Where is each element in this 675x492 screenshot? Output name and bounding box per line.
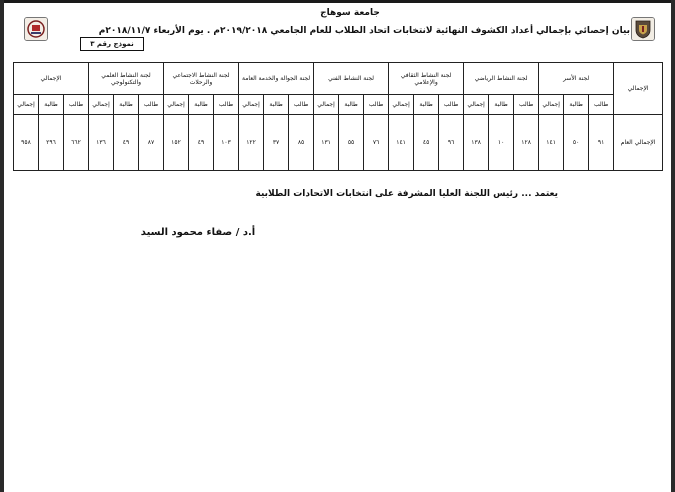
cell-value: ٧٦ [364, 115, 389, 171]
sub-header-total: إجمالي [464, 95, 489, 115]
sub-header-male: طالب [439, 95, 464, 115]
cell-value: ٥٠ [564, 115, 589, 171]
sub-header-female: طالبة [489, 95, 514, 115]
top-border [0, 0, 675, 3]
statistics-table [13, 62, 663, 171]
sub-header-row [14, 95, 663, 115]
cell-value: ٨٥ [289, 115, 314, 171]
group-header: لجنة النشاط العلمي والتكنولوجي [89, 63, 164, 95]
group-header: الإجمالي [14, 63, 89, 95]
cell-value: ٩٥٨ [14, 115, 39, 171]
sub-header-total: إجمالي [239, 95, 264, 115]
left-border [0, 0, 4, 492]
sub-header-female: طالبة [339, 95, 364, 115]
cell-value: ٤٩ [114, 115, 139, 171]
cell-value: ٤٥ [414, 115, 439, 171]
university-seal-icon [24, 17, 48, 41]
sub-header-female: طالبة [189, 95, 214, 115]
right-border [671, 0, 675, 492]
group-header: لجنة الجوالة والخدمة العامة [239, 63, 314, 95]
sub-header-female: طالبة [264, 95, 289, 115]
total-column-header: الإجمالي [614, 63, 663, 115]
row-label: الإجمالي العام [614, 115, 663, 171]
sub-header-female: طالبة [114, 95, 139, 115]
cell-value: ٣٧ [264, 115, 289, 171]
group-header: لجنة النشاط الاجتماعي والرحلات [164, 63, 239, 95]
cell-value: ٢٩٦ [39, 115, 64, 171]
form-number-box: نموذج رقم ٣ [80, 37, 144, 51]
cell-value: ١٢٨ [514, 115, 539, 171]
cell-value: ١٢٢ [239, 115, 264, 171]
sub-header-female: طالبة [39, 95, 64, 115]
cell-value: ٥٥ [339, 115, 364, 171]
sub-header-total: إجمالي [389, 95, 414, 115]
signer-name: أ.د / صفاء محمود السيد [140, 227, 256, 238]
cell-value: ٩١ [589, 115, 614, 171]
sub-header-total: إجمالي [89, 95, 114, 115]
group-header: لجنة النشاط الثقافي والإعلامي [389, 63, 464, 95]
approval-line: يعتمد ... رئيس اللجنة العليا المشرفة على انتخابات الاتحادات الطلابية [255, 189, 558, 199]
sub-header-male: طالب [289, 95, 314, 115]
cell-value: ١٣١ [314, 115, 339, 171]
sub-header-male: طالب [514, 95, 539, 115]
table-row [14, 115, 663, 171]
university-emblem-icon [631, 17, 655, 41]
cell-value: ١٠٣ [214, 115, 239, 171]
cell-value: ٨٧ [139, 115, 164, 171]
sub-header-male: طالب [364, 95, 389, 115]
group-header: لجنة الأسر [539, 63, 614, 95]
sub-header-male: طالب [64, 95, 89, 115]
sub-header-total: إجمالي [314, 95, 339, 115]
cell-value: ١٣٨ [464, 115, 489, 171]
sub-header-total: إجمالي [164, 95, 189, 115]
group-header-row [14, 63, 663, 95]
group-header: لجنة النشاط الفني [314, 63, 389, 95]
cell-value: ١٣٦ [89, 115, 114, 171]
sub-header-total: إجمالي [14, 95, 39, 115]
cell-value: ١٤١ [389, 115, 414, 171]
group-header: لجنة النشاط الرياضي [464, 63, 539, 95]
sub-header-male: طالب [139, 95, 164, 115]
cell-value: ١٤١ [539, 115, 564, 171]
report-subtitle: بيان إحصائي بإجمالي أعداد الكشوف النهائية لانتخابات اتحاد الطلاب للعام الجامعي ٢٠١٩/٢٠١٨م . يوم الأربعاء ٢٠١٨/١١/٧م [98, 26, 630, 36]
cell-value: ١٠ [489, 115, 514, 171]
sub-header-male: طالب [589, 95, 614, 115]
cell-value: ١٥٢ [164, 115, 189, 171]
sub-header-male: طالب [214, 95, 239, 115]
sub-header-total: إجمالي [539, 95, 564, 115]
sub-header-female: طالبة [414, 95, 439, 115]
cell-value: ٦٦٢ [64, 115, 89, 171]
cell-value: ٤٩ [189, 115, 214, 171]
cell-value: ٩٦ [439, 115, 464, 171]
university-title: جامعة سوهاج [320, 8, 380, 18]
sub-header-female: طالبة [564, 95, 589, 115]
